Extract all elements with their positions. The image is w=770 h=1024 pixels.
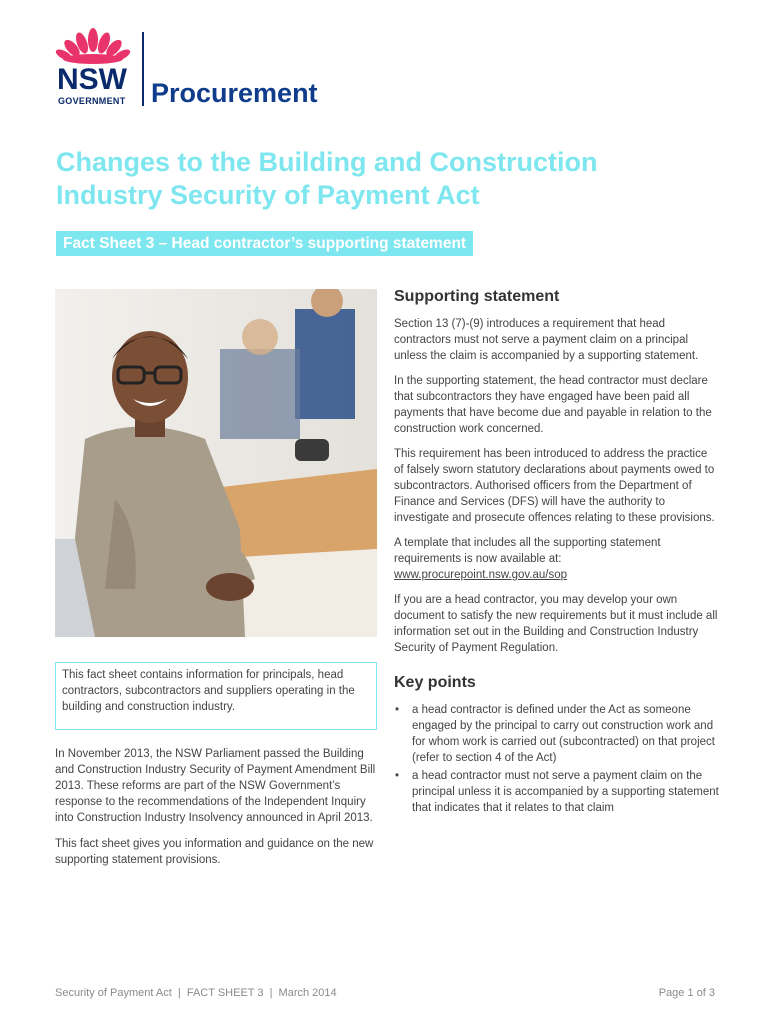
body-paragraph: If you are a head contractor, you may develop your own document to satisfy the new requirements but it must include all information set out in the Building and Construction Industry Security of Payment Regulation.: [394, 594, 718, 654]
supporting-statement-heading: Supporting statement: [394, 288, 560, 305]
waratah-icon: [55, 26, 131, 66]
key-points-list: [394, 702, 719, 816]
hero-photo: [55, 289, 377, 637]
list-item: [394, 768, 719, 816]
intro-paragraph: In November 2013, the NSW Parliament passed the Building and Construction Industry Security of Payment Amendment Bill 2013. These reforms are part of the NSW Government’s response to the recommendations of the Independent Inquiry into Construction Industry Insolvency announced in April 2013.: [55, 748, 376, 824]
info-callout-box: This fact sheet contains information for principals, head contractors, subcontractors and suppliers operating in the building and construction industry.: [55, 662, 377, 730]
intro-paragraph: This fact sheet gives you information and guidance on the new supporting statement provisions.: [55, 838, 374, 866]
logo-procurement-text: Procurement: [151, 78, 318, 108]
footer-document-info: Security of Payment Act | FACT SHEET 3 | March 2014: [55, 987, 337, 999]
right-column: [394, 286, 719, 818]
template-text: A template that includes all the supporting statement requirements is now available at:: [394, 537, 661, 565]
title-line-1: Changes to the Building and Construction: [56, 147, 598, 177]
photo-illustration: [55, 289, 377, 637]
procurepoint-link[interactable]: www.procurepoint.nsw.gov.au/sop: [394, 569, 568, 581]
bullet-icon: •: [395, 770, 400, 782]
document-title: [56, 146, 716, 212]
logo-government-text: GOVERNMENT: [58, 96, 126, 106]
logo-nsw-text: NSW: [57, 63, 127, 96]
body-paragraph: [394, 535, 719, 583]
list-item-text: a head contractor is defined under the Act as someone engaged by the principal to carry out construction work and for whom work is carried out (subcontracted) on that project (refer to section 4 of the Act): [412, 704, 715, 764]
nsw-procurement-logo: [55, 26, 355, 110]
title-line-2: Industry Security of Payment Act: [56, 180, 480, 210]
key-points-heading: Key points: [394, 674, 476, 691]
intro-text: [55, 746, 377, 878]
body-paragraph: This requirement has been introduced to address the practice of falsely sworn statutory declarations about payments owed to subcontractors. Authorised officers from the Department of Finance and Services (DFS) will have the authority to investigate and prosecute offences relating to these provisions.: [394, 448, 715, 524]
bullet-icon: •: [395, 704, 400, 716]
body-paragraph: In the supporting statement, the head contractor must declare that subcontractors they have engaged have been paid all payments that have become due and payable in relation to the construction work concerned.: [394, 375, 712, 435]
list-item: [394, 702, 719, 766]
footer-page-number: Page 1 of 3: [658, 987, 715, 999]
logo-divider: [142, 32, 144, 106]
body-paragraph: Section 13 (7)-(9) introduces a requirement that head contractors must not serve a payment claim on a principal unless the claim is accompanied by a supporting statement.: [394, 318, 699, 362]
fact-sheet-banner: Fact Sheet 3 – Head contractor’s supporting statement: [56, 231, 473, 256]
list-item-text: a head contractor must not serve a payment claim on the principal unless it is accompanied by a supporting statement that indicates that it relates to that claim: [412, 770, 719, 814]
